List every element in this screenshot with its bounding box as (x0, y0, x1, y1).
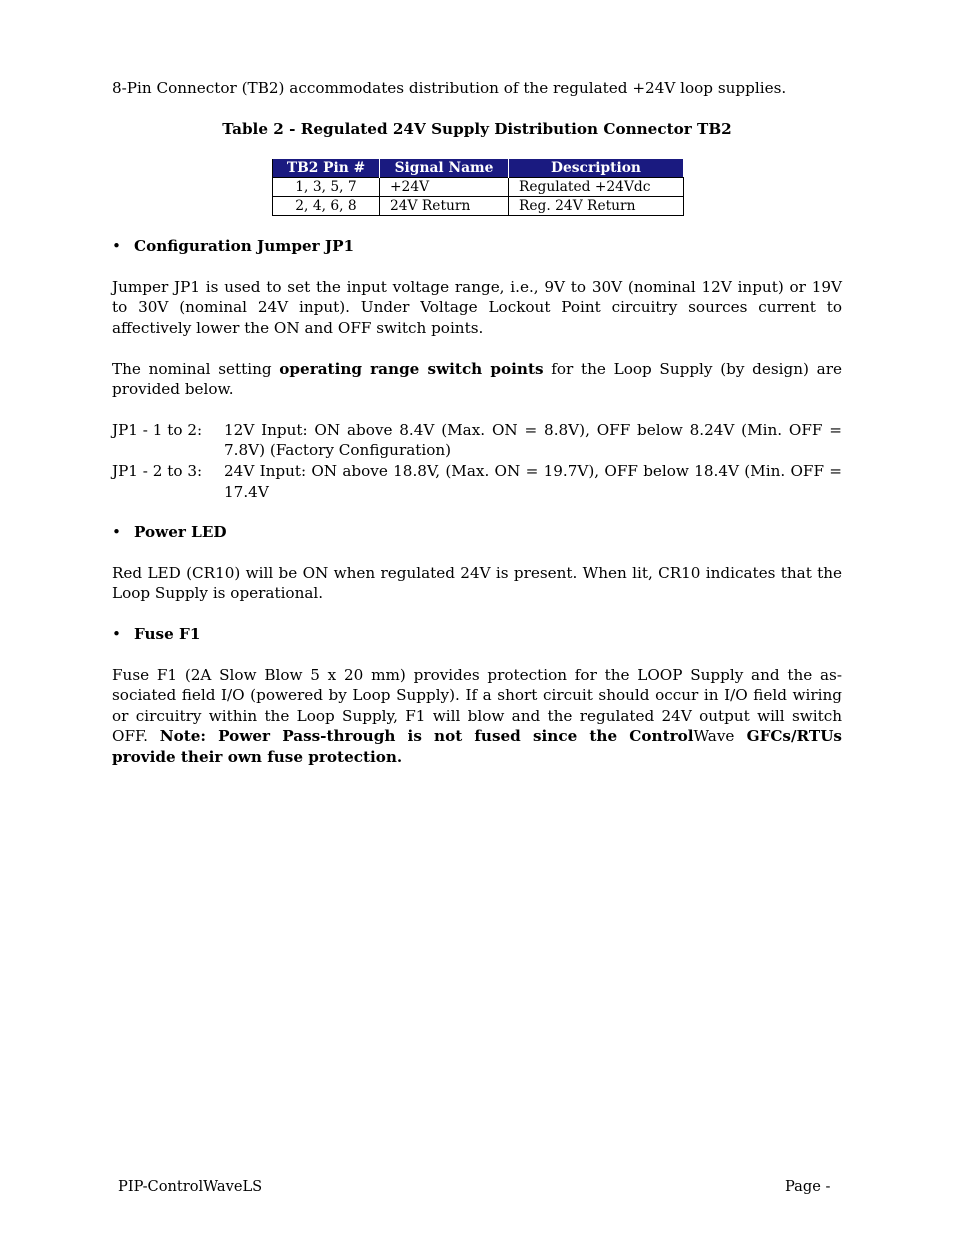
setting-term: JP1 - 2 to 3: (112, 461, 203, 480)
text-run: The nominal setting (112, 359, 280, 378)
cell-pin: 2, 4, 6, 8 (273, 197, 380, 216)
text-run: Fuse F1 (2A Slow Blow 5 x 20 mm) provides protection for the LOOP Supply and the as-sociated field I/O (powered by Loop Supply). If a short circuit should occur in I/O field wiring or circuitry within the Loop Supply, F1 will blow and the regulated 24V output will switch OFF. (112, 665, 842, 746)
intro-text: 8-Pin Connector (TB2) accommodates distribution of the regulated +24V loop supplies. (112, 79, 787, 97)
heading-text: Power LED (134, 523, 227, 542)
text-run: for the Loop Supply (by design) are provided below. (112, 359, 842, 399)
cell-description: Regulated +24Vdc (509, 178, 684, 197)
setting-value: 12V Input: ON above 8.4V (Max. ON = 8.8V), OFF below 8.24V (Min. OFF = 7.8V) (Factory Configuration) (224, 420, 842, 460)
jumper-setting-1 (112, 420, 842, 461)
jumper-setting-2 (112, 461, 842, 502)
bullet-icon: • (112, 523, 121, 542)
bold-run: operating range switch points (279, 359, 544, 378)
heading-text: Fuse F1 (134, 624, 201, 643)
setting-term: JP1 - 1 to 2: (112, 420, 203, 439)
header-pin: TB2 Pin # (273, 159, 380, 178)
bullet-heading-led (112, 522, 842, 543)
cell-signal: 24V Return (380, 197, 509, 216)
jumper-paragraph: Jumper JP1 is used to set the input voltage range, i.e., 9V to 30V (nominal 12V input) or 19V to 30V (nominal 24V input). Under Voltage Lockout Point circuitry sources current to affectively lower the ON and OFF switch points. (112, 277, 842, 337)
footer-page: Page - (785, 1178, 831, 1195)
header-description: Description (509, 159, 684, 178)
header-signal: Signal Name (380, 159, 509, 178)
heading-text: Configuration Jumper JP1 (134, 237, 355, 256)
bullet-heading-fuse (112, 624, 842, 645)
cell-signal: +24V (380, 178, 509, 197)
footer-doc-id: PIP-ControlWaveLS (118, 1178, 263, 1195)
table-row (273, 197, 684, 216)
tb2-table (272, 159, 684, 216)
cell-description: Reg. 24V Return (509, 197, 684, 216)
cell-pin: 1, 3, 5, 7 (273, 178, 380, 197)
table-caption: Table 2 - Regulated 24V Supply Distribution Connector TB2 (222, 119, 732, 138)
table-header-row (273, 159, 684, 178)
bullet-icon: • (112, 237, 121, 256)
document-body (112, 78, 842, 787)
setting-value: 24V Input: ON above 18.8V, (Max. ON = 19.7V), OFF below 18.4V (Min. OFF = 17.4V (224, 461, 842, 501)
bullet-heading-jumper (112, 236, 842, 257)
fuse-paragraph (112, 665, 842, 768)
switch-points-paragraph (112, 359, 842, 400)
bold-run: GFCs/RTUs provide their own fuse protection. (112, 727, 842, 766)
bold-run: Note: Power Pass-through is not fused since the Control (159, 727, 694, 746)
led-paragraph: Red LED (CR10) will be ON when regulated 24V is present. When lit, CR10 indicates that the Loop Supply is operational. (112, 563, 842, 603)
text-run: Wave (693, 727, 735, 746)
bullet-icon: • (112, 624, 121, 643)
table-row (273, 178, 684, 197)
